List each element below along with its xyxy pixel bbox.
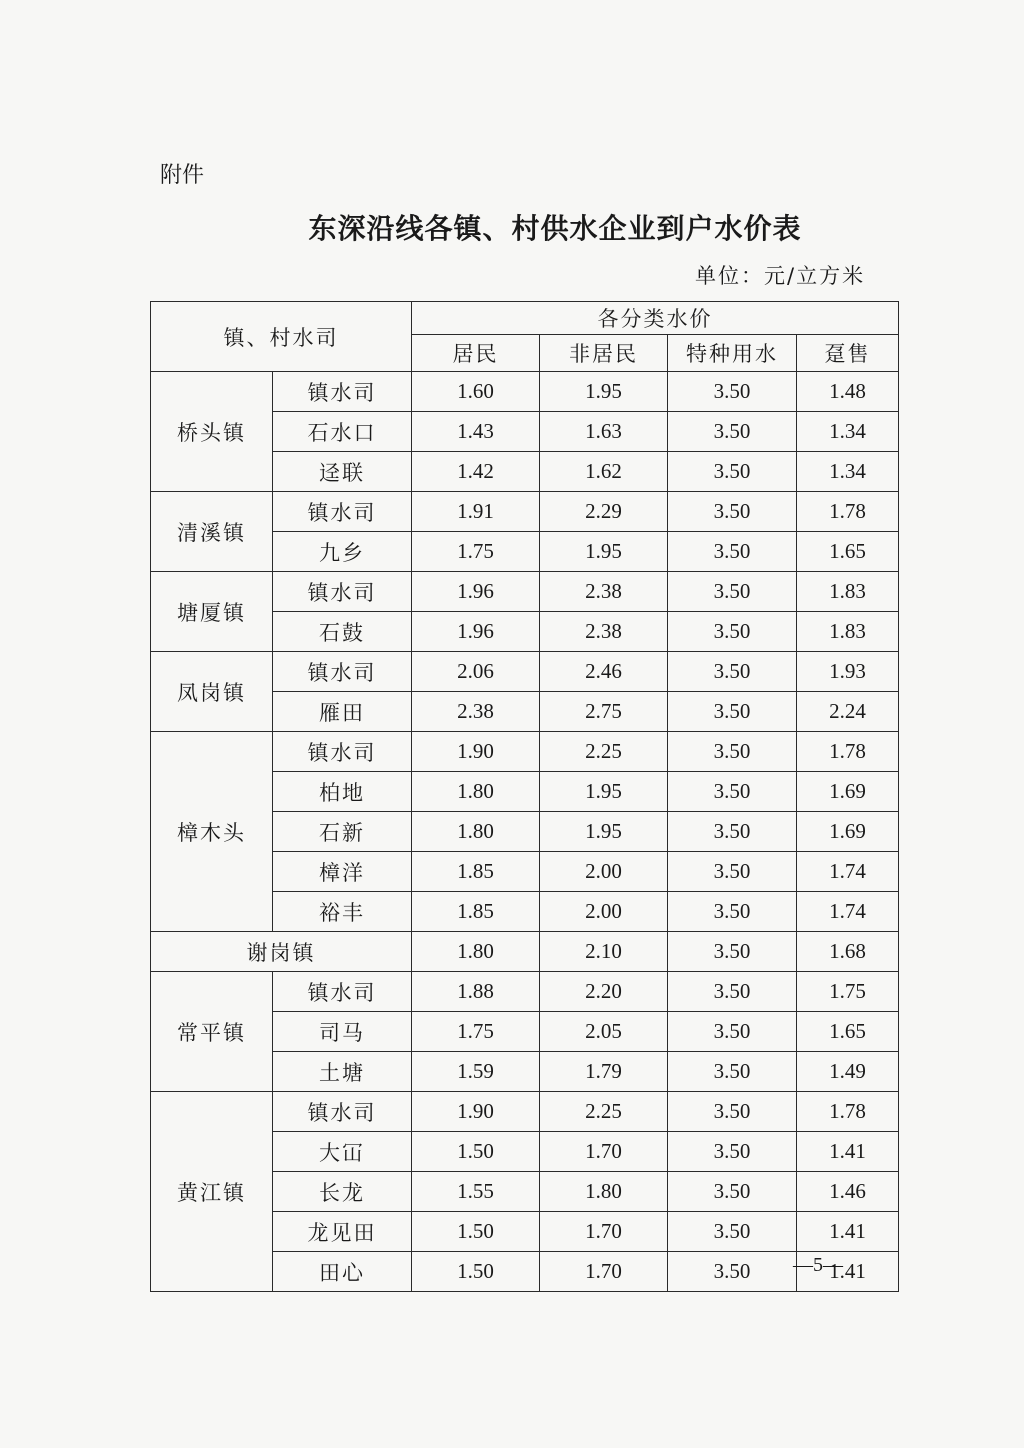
price-cell: 2.29	[540, 492, 668, 532]
price-cell: 1.49	[797, 1052, 899, 1092]
price-cell: 1.85	[412, 892, 540, 932]
price-cell: 1.91	[412, 492, 540, 532]
price-cell: 1.62	[540, 452, 668, 492]
price-cell: 3.50	[668, 772, 797, 812]
page-title: 东深沿线各镇、村供水企业到户水价表	[308, 212, 802, 245]
price-cell: 1.75	[412, 1012, 540, 1052]
price-cell: 3.50	[668, 1012, 797, 1052]
table-row	[151, 972, 899, 1012]
price-cell: 3.50	[668, 652, 797, 692]
price-cell: 2.25	[540, 732, 668, 772]
company-cell: 石水口	[273, 412, 412, 452]
price-cell: 1.79	[540, 1052, 668, 1092]
town-cell: 黄江镇	[151, 1092, 273, 1292]
price-cell: 1.83	[797, 612, 899, 652]
town-cell: 凤岗镇	[151, 652, 273, 732]
table-row	[151, 492, 899, 532]
price-cell: 1.96	[412, 572, 540, 612]
price-cell: 1.63	[540, 412, 668, 452]
price-cell: 3.50	[668, 572, 797, 612]
header-col-wholesale: 趸售	[797, 335, 899, 372]
price-cell: 1.80	[412, 932, 540, 972]
price-cell: 3.50	[668, 932, 797, 972]
price-cell: 3.50	[668, 1172, 797, 1212]
price-cell: 1.78	[797, 492, 899, 532]
price-cell: 3.50	[668, 372, 797, 412]
town-cell: 桥头镇	[151, 372, 273, 492]
header-org: 镇、村水司	[151, 302, 412, 372]
price-cell: 1.96	[412, 612, 540, 652]
town-cell: 谢岗镇	[151, 932, 412, 972]
price-cell: 1.93	[797, 652, 899, 692]
price-cell: 1.41	[797, 1252, 899, 1292]
company-cell: 镇水司	[273, 652, 412, 692]
table-row	[151, 572, 899, 612]
price-cell: 1.74	[797, 892, 899, 932]
attachment-label: 附件	[160, 163, 205, 188]
company-cell: 樟洋	[273, 852, 412, 892]
company-cell: 石新	[273, 812, 412, 852]
company-cell: 柏地	[273, 772, 412, 812]
price-cell: 2.24	[797, 692, 899, 732]
price-cell: 1.60	[412, 372, 540, 412]
price-cell: 3.50	[668, 732, 797, 772]
price-cell: 3.50	[668, 892, 797, 932]
price-cell: 1.74	[797, 852, 899, 892]
company-cell: 土塘	[273, 1052, 412, 1092]
price-cell: 2.46	[540, 652, 668, 692]
price-cell: 1.65	[797, 1012, 899, 1052]
price-cell: 1.78	[797, 732, 899, 772]
price-cell: 1.48	[797, 372, 899, 412]
price-cell: 2.05	[540, 1012, 668, 1052]
price-cell: 1.80	[412, 812, 540, 852]
price-cell: 1.78	[797, 1092, 899, 1132]
price-cell: 1.70	[540, 1212, 668, 1252]
header-col-resident: 居民	[412, 335, 540, 372]
price-cell: 2.38	[412, 692, 540, 732]
price-cell: 3.50	[668, 1052, 797, 1092]
price-cell: 1.80	[412, 772, 540, 812]
company-cell: 田心	[273, 1252, 412, 1292]
price-cell: 1.75	[797, 972, 899, 1012]
price-cell: 1.70	[540, 1132, 668, 1172]
price-cell: 1.68	[797, 932, 899, 972]
price-cell: 2.25	[540, 1092, 668, 1132]
price-cell: 3.50	[668, 692, 797, 732]
price-cell: 2.75	[540, 692, 668, 732]
price-cell: 2.00	[540, 852, 668, 892]
price-cell: 1.42	[412, 452, 540, 492]
company-cell: 迳联	[273, 452, 412, 492]
table-row	[151, 732, 899, 772]
table-row	[151, 652, 899, 692]
price-cell: 1.95	[540, 372, 668, 412]
company-cell: 镇水司	[273, 372, 412, 412]
price-cell: 3.50	[668, 412, 797, 452]
company-cell: 龙见田	[273, 1212, 412, 1252]
price-cell: 1.50	[412, 1132, 540, 1172]
company-cell: 九乡	[273, 532, 412, 572]
price-cell: 3.50	[668, 612, 797, 652]
price-cell: 1.69	[797, 772, 899, 812]
company-cell: 镇水司	[273, 972, 412, 1012]
price-cell: 3.50	[668, 492, 797, 532]
company-cell: 司马	[273, 1012, 412, 1052]
price-cell: 1.34	[797, 412, 899, 452]
price-cell: 3.50	[668, 1092, 797, 1132]
price-cell: 1.95	[540, 772, 668, 812]
price-cell: 1.83	[797, 572, 899, 612]
price-cell: 1.41	[797, 1132, 899, 1172]
price-cell: 1.69	[797, 812, 899, 852]
company-cell: 雁田	[273, 692, 412, 732]
header-col-special: 特种用水	[668, 335, 797, 372]
price-cell: 1.88	[412, 972, 540, 1012]
page-number: —5—	[793, 1254, 843, 1276]
price-cell: 2.06	[412, 652, 540, 692]
price-cell: 1.90	[412, 1092, 540, 1132]
price-cell: 1.95	[540, 532, 668, 572]
price-cell: 3.50	[668, 452, 797, 492]
company-cell: 镇水司	[273, 1092, 412, 1132]
price-cell: 1.90	[412, 732, 540, 772]
unit-note: 单位：元/立方米	[695, 264, 866, 288]
price-cell: 3.50	[668, 532, 797, 572]
water-price-table	[150, 301, 899, 1292]
table-row	[151, 372, 899, 412]
town-cell: 常平镇	[151, 972, 273, 1092]
price-cell: 2.38	[540, 612, 668, 652]
table-row	[151, 932, 899, 972]
price-cell: 1.50	[412, 1212, 540, 1252]
price-cell: 3.50	[668, 1212, 797, 1252]
price-cell: 1.46	[797, 1172, 899, 1212]
company-cell: 大冚	[273, 1132, 412, 1172]
price-cell: 3.50	[668, 1252, 797, 1292]
price-cell: 1.59	[412, 1052, 540, 1092]
price-cell: 3.50	[668, 812, 797, 852]
price-cell: 1.43	[412, 412, 540, 452]
header-col-nonresident: 非居民	[540, 335, 668, 372]
price-cell: 1.95	[540, 812, 668, 852]
price-cell: 2.38	[540, 572, 668, 612]
company-cell: 镇水司	[273, 492, 412, 532]
table-row	[151, 1092, 899, 1132]
town-cell: 樟木头	[151, 732, 273, 932]
town-cell: 塘厦镇	[151, 572, 273, 652]
price-cell: 1.41	[797, 1212, 899, 1252]
price-cell: 1.80	[540, 1172, 668, 1212]
price-cell: 3.50	[668, 972, 797, 1012]
price-cell: 1.34	[797, 452, 899, 492]
town-cell: 清溪镇	[151, 492, 273, 572]
price-cell: 1.65	[797, 532, 899, 572]
company-cell: 镇水司	[273, 572, 412, 612]
header-row-1	[151, 302, 899, 335]
company-cell: 裕丰	[273, 892, 412, 932]
price-cell: 1.75	[412, 532, 540, 572]
price-cell: 1.55	[412, 1172, 540, 1212]
company-cell: 石鼓	[273, 612, 412, 652]
price-cell: 1.50	[412, 1252, 540, 1292]
price-cell: 3.50	[668, 1132, 797, 1172]
price-cell: 2.10	[540, 932, 668, 972]
company-cell: 长龙	[273, 1172, 412, 1212]
price-cell: 1.70	[540, 1252, 668, 1292]
header-group: 各分类水价	[412, 302, 899, 335]
price-cell: 1.85	[412, 852, 540, 892]
price-cell: 3.50	[668, 852, 797, 892]
price-cell: 2.20	[540, 972, 668, 1012]
company-cell: 镇水司	[273, 732, 412, 772]
price-cell: 2.00	[540, 892, 668, 932]
